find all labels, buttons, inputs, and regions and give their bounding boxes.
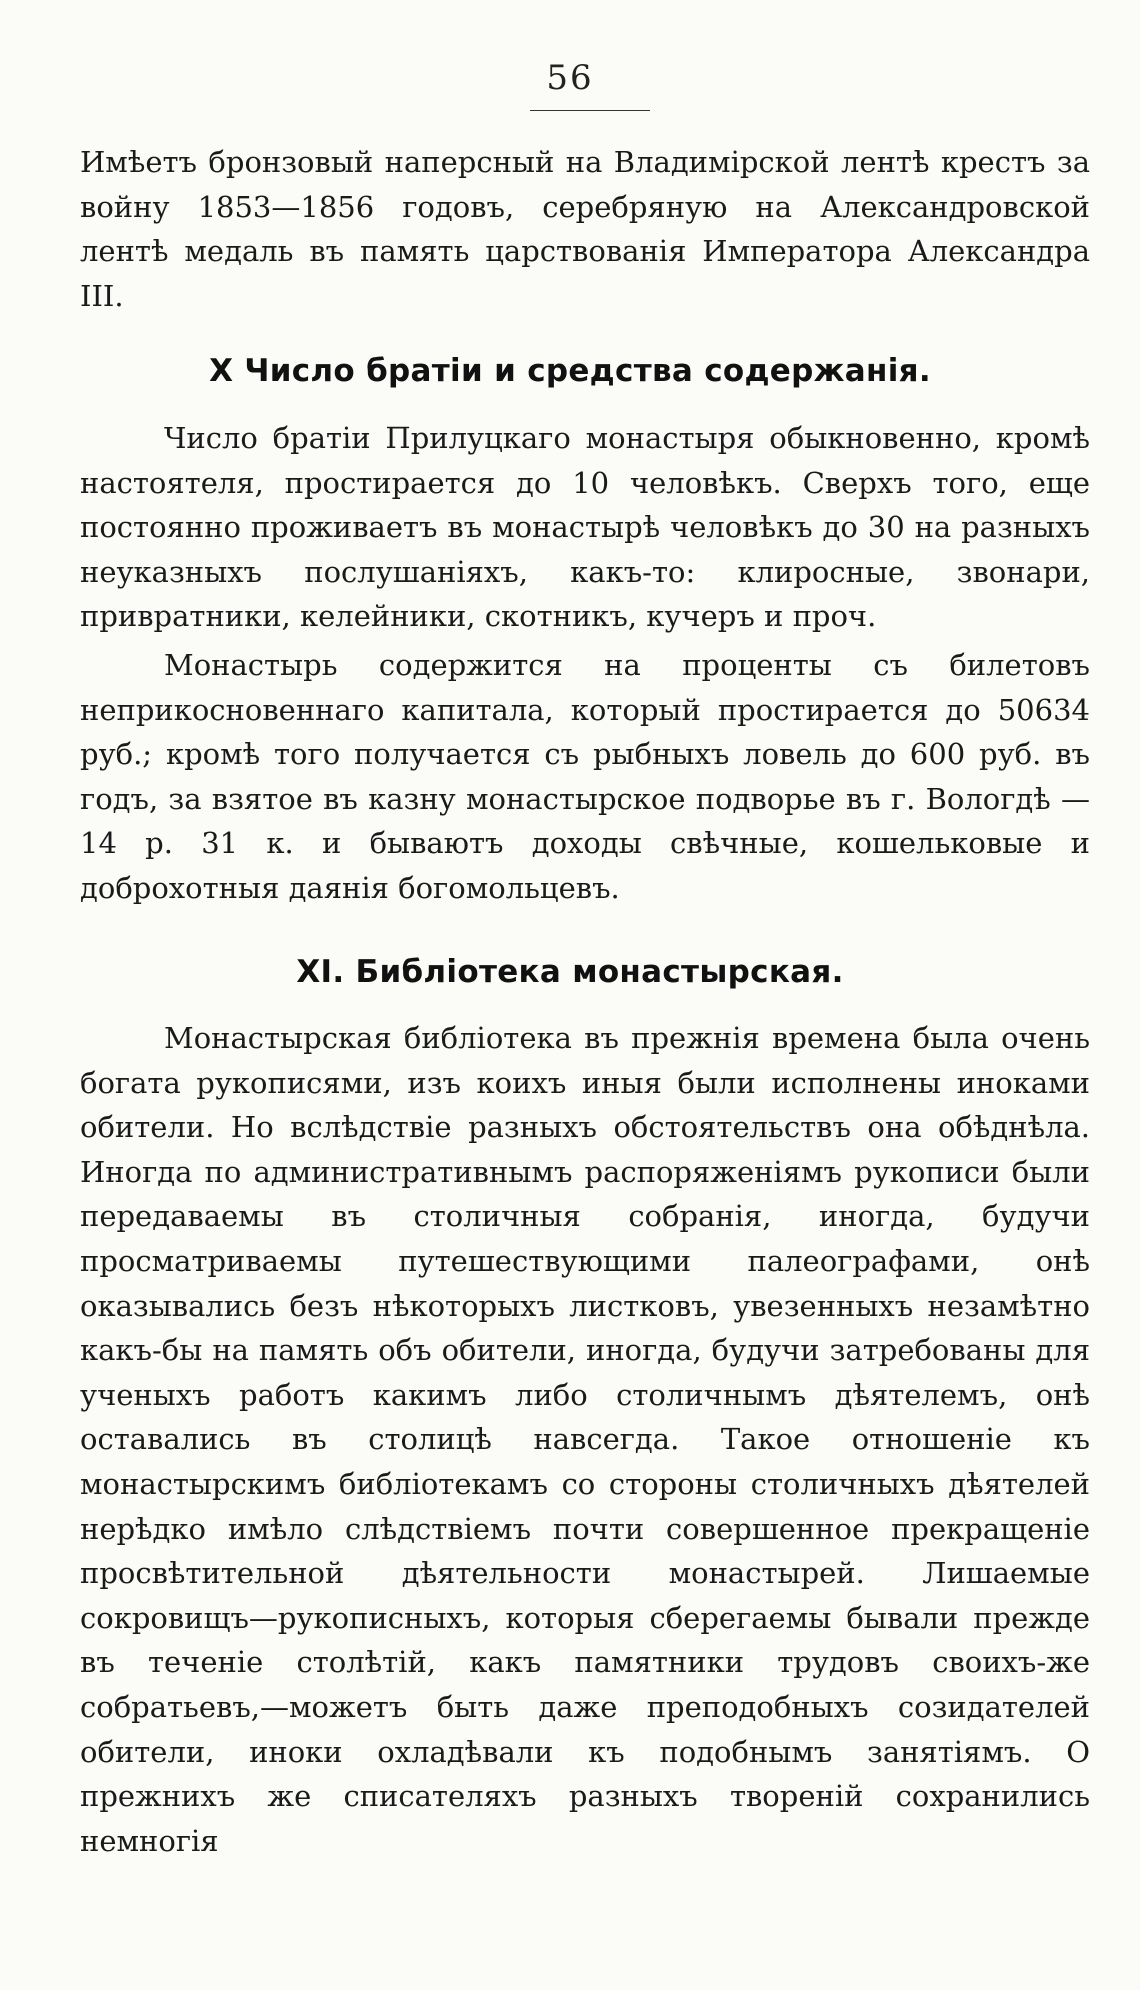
section-xi-paragraph-library: Монастырская библіотека въ прежнія времена была очень богата рукописями, изъ коихъ иныя были исполнены иноками обители. Но вслѣдствіе разныхъ обстоятельствъ она обѣднѣла. Иногда по административнымъ распоряженіямъ рукописи были передаваемы въ столичныя собранія, иногда, будучи просматриваемы путешествующими палеографами, онѣ оказывались безъ нѣкоторыхъ листковъ, увезенныхъ незамѣтно какъ-бы на память объ обители, иногда, будучи затребованы для ученыхъ работъ какимъ либо столичнымъ дѣятелемъ, онѣ оставались въ столицѣ навсегда. Такое отношеніе къ монастырскимъ библіотекамъ со стороны столичныхъ дѣятелей нерѣдко имѣло слѣдствіемъ почти совершенное прекращеніе просвѣтительной дѣятельности монастырей. Лишаемые сокровищъ—рукописныхъ, которыя сберегаемы бывали прежде въ теченіе столѣтій, какъ памятники трудовъ своихъ-же собратьевъ,—можетъ быть даже преподобныхъ созидателей обители, иноки охладѣвали къ подобнымъ занятіямъ. О прежнихъ же списателяхъ разныхъ твореній сохранились немногія <box>80 1021 1090 1858</box>
continuation-paragraph: Имѣетъ бронзовый наперсный на Владимірской лентѣ крестъ за войну 1853—1856 годовъ, серебряную на Александровской лентѣ медаль въ память царствованія Императора Александра III. <box>80 145 1090 313</box>
section-xi-heading: XI. Библіотека монастырская. <box>296 954 844 990</box>
page-number-rule <box>530 110 650 111</box>
section-x-paragraph-funds: Монастырь содержится на проценты съ билетовъ неприкосновеннаго капитала, который простирается до 50634 руб.; кромѣ того получается съ рыбныхъ ловель до 600 руб. въ годъ, за взятое въ казну монастырское подворье въ г. Вологдѣ —14 р. 31 к. и бываютъ доходы свѣчные, кошельковые и доброхотныя даянія богомольцевъ. <box>80 648 1090 905</box>
page-number: 56 <box>546 58 594 98</box>
section-x-heading: X Число братіи и средства содержанія. <box>209 353 931 389</box>
section-x-paragraph-brethren: Число братіи Прилуцкаго монастыря обыкновенно, кромѣ настоятеля, простирается до 10 человѣкъ. Сверхъ того, еще постоянно проживаетъ въ монастырѣ человѣкъ до 30 на разныхъ неуказныхъ послушаніяхъ, какъ-то: клиросные, звонари, привратники, келейники, скотникъ, кучеръ и проч. <box>80 421 1090 634</box>
